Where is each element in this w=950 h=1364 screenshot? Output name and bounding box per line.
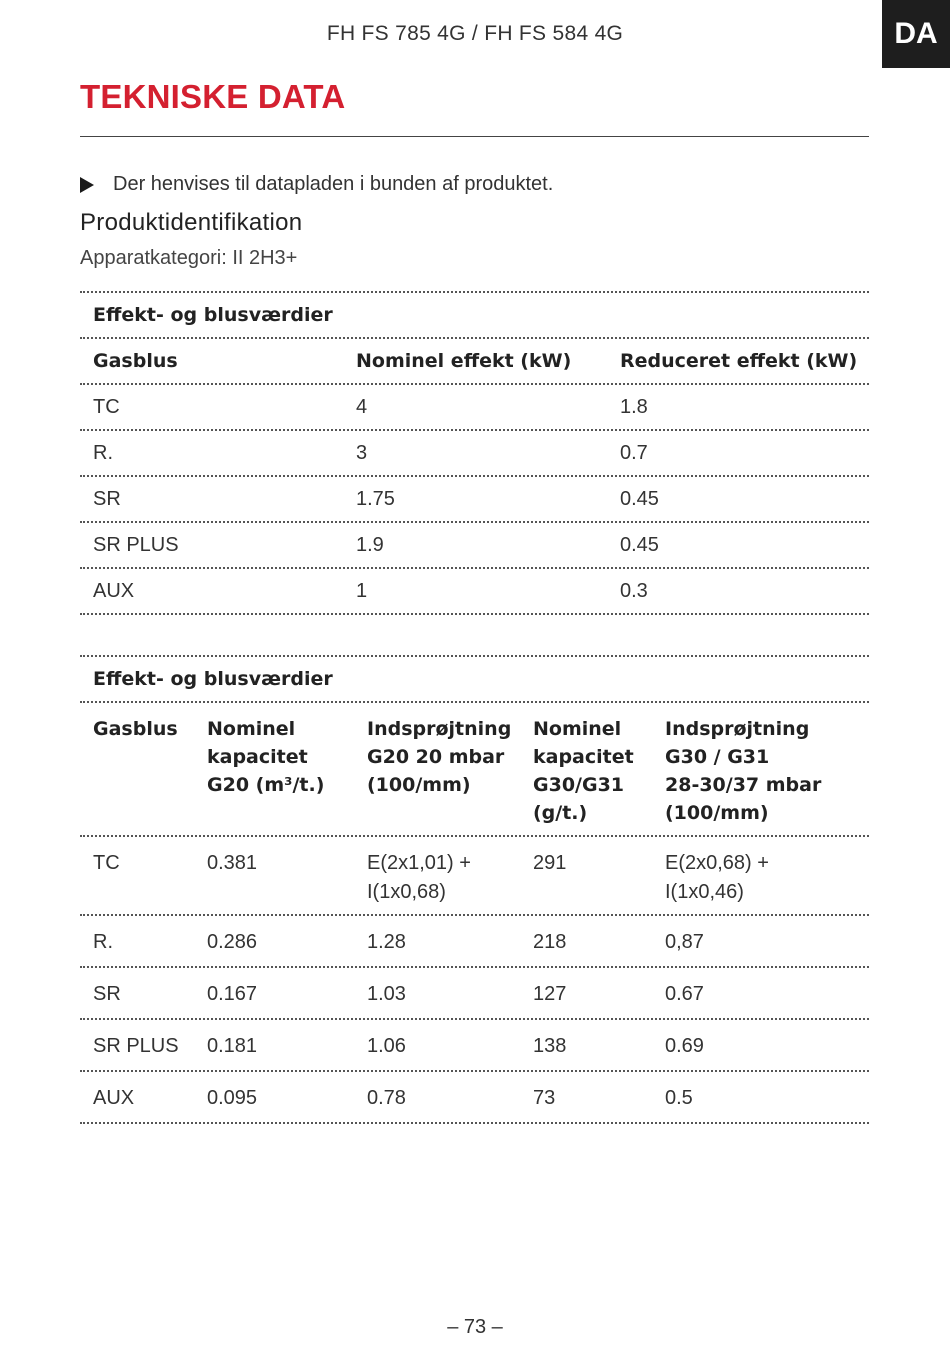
table-cell: AUX <box>93 579 135 602</box>
table-cell: 0.45 <box>620 487 659 510</box>
table-cell: 1 <box>356 579 368 602</box>
table-cell: TC <box>93 852 120 874</box>
table-row <box>80 477 869 523</box>
table-cell: 1.28 <box>367 931 406 953</box>
section-heading: Produktidentifikation <box>80 209 303 236</box>
note <box>80 173 553 196</box>
table-cell: SR <box>93 983 121 1005</box>
table-row <box>80 523 869 569</box>
column-header: Indsprøjtning G30 / G31 28-30/37 mbar (100/mm) <box>665 718 822 824</box>
table-header-row <box>80 703 869 837</box>
page-number: – 73 – <box>447 1316 503 1338</box>
column-header: Gasblus <box>93 350 178 372</box>
page-title: TEKNISKE DATA <box>80 78 346 115</box>
table-cell: 138 <box>533 1035 567 1057</box>
table-row <box>80 1020 869 1072</box>
table-cell: SR PLUS <box>93 533 179 556</box>
language-badge: DA <box>882 0 950 68</box>
table-caption-row <box>80 657 869 703</box>
table-cell: 127 <box>533 983 567 1005</box>
table-cell: 0.3 <box>620 579 648 602</box>
column-header: Nominel kapacitet G20 (m³/t.) <box>207 718 325 796</box>
table-cell: 291 <box>533 852 567 874</box>
table-cell: 0.67 <box>665 983 704 1005</box>
table-cell: R. <box>93 931 113 953</box>
table-row <box>80 569 869 615</box>
table-cell: 1.03 <box>367 983 406 1005</box>
table-cell: 0.69 <box>665 1035 704 1057</box>
table-cell: E(2x1,01) + I(1x0,68) <box>367 852 471 903</box>
table-header-row <box>80 339 869 385</box>
table-cell: 0.181 <box>207 1035 258 1057</box>
table-cell: 0.095 <box>207 1087 258 1109</box>
column-header: Indsprøjtning G20 20 mbar (100/mm) <box>367 718 512 796</box>
table-row <box>80 431 869 477</box>
table-caption-row <box>80 293 869 339</box>
column-header: Reduceret effekt (kW) <box>620 350 858 372</box>
play-arrow-icon <box>80 177 94 193</box>
table-cell: 0.7 <box>620 441 648 464</box>
table-cell: SR <box>93 487 121 510</box>
table-caption: Effekt- og blusværdier <box>93 668 333 690</box>
table-cell: SR PLUS <box>93 1035 179 1057</box>
table-cell: R. <box>93 441 113 464</box>
table-cell: E(2x0,68) + I(1x0,46) <box>665 852 769 903</box>
table-row <box>80 968 869 1020</box>
table-cell: 4 <box>356 395 368 418</box>
table-cell: 0.78 <box>367 1087 406 1109</box>
table-cell: 0.167 <box>207 983 258 1005</box>
table-cell: 73 <box>533 1087 556 1109</box>
table-cell: 1.06 <box>367 1035 406 1057</box>
table-cell: 0.286 <box>207 931 258 953</box>
power-table <box>80 291 869 615</box>
table-cell: 1.75 <box>356 487 395 510</box>
table-cell: 0.45 <box>620 533 659 556</box>
table-row <box>80 385 869 431</box>
table-cell: 0.5 <box>665 1087 693 1109</box>
table-cell: 1.9 <box>356 533 384 556</box>
column-header: Nominel effekt (kW) <box>356 350 572 372</box>
table-cell: 3 <box>356 441 368 464</box>
table-cell: 218 <box>533 931 567 953</box>
title-divider <box>80 136 869 137</box>
table-cell: 0,87 <box>665 931 704 953</box>
table-cell: AUX <box>93 1087 135 1109</box>
table-row <box>80 837 869 916</box>
note-text: Der henvises til datapladen i bunden af produktet. <box>113 173 554 195</box>
capacity-table <box>80 655 869 1124</box>
header-model: FH FS 785 4G / FH FS 584 4G <box>326 22 624 45</box>
table-cell: TC <box>93 395 120 418</box>
table-caption: Effekt- og blusværdier <box>93 304 333 326</box>
appliance-category: Apparatkategori: II 2H3+ <box>80 247 298 269</box>
table-row <box>80 1072 869 1124</box>
column-header: Gasblus <box>93 718 178 740</box>
column-header: Nominel kapacitet G30/G31 (g/t.) <box>533 718 634 824</box>
table-cell: 0.381 <box>207 852 258 874</box>
table-cell: 1.8 <box>620 395 648 418</box>
table-row <box>80 916 869 968</box>
